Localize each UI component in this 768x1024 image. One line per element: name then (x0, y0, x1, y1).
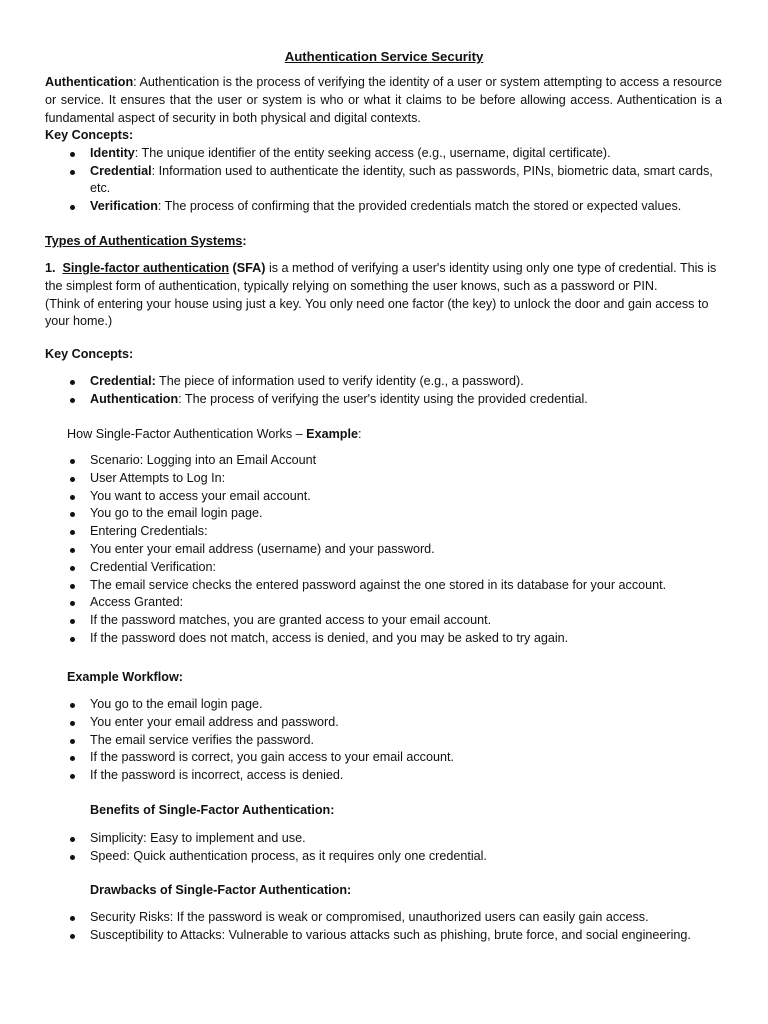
list-item: Susceptibility to Attacks: Vulnerable to various attacks such as phishing, brute force, and social engineering. (67, 927, 727, 945)
types-heading-text: Types of Authentication Systems (45, 234, 243, 248)
list-item: Credential Verification: (67, 559, 727, 577)
benefits-heading-text: Benefits of Single-Factor Authentication: (90, 803, 335, 817)
list-item (67, 163, 722, 199)
list-item: If the password is incorrect, access is denied. (67, 767, 727, 785)
concept-term: Credential: (90, 374, 156, 388)
concept-text: The piece of information used to verify identity (e.g., a password). (155, 374, 524, 388)
list-item: If the password does not match, access is denied, and you may be asked to try again. (67, 630, 727, 648)
key-concepts-heading: Key Concepts: (45, 128, 134, 142)
list-item: You enter your email address and password. (67, 714, 727, 732)
how-it-works-list (67, 452, 727, 648)
key-concepts-2-heading-text: Key Concepts: (45, 347, 134, 361)
key-concepts-2-list (67, 373, 727, 409)
list-item: Scenario: Logging into an Email Account (67, 452, 727, 470)
types-heading-colon: : (242, 234, 247, 248)
list-item: You go to the email login page. (67, 505, 727, 523)
drawbacks-heading (90, 882, 351, 900)
intro-term: Authentication (45, 75, 134, 89)
sfa-paragraph (45, 260, 722, 331)
benefits-heading (90, 802, 334, 820)
list-item: Security Risks: If the password is weak or compromised, unauthorized users can easily gain access. (67, 909, 727, 927)
intro-text: : Authentication is the process of verifying the identity of a user or system attempting to access a resource or service. It ensures that the user or system is who or what it claims to be before allowing access. Authentication is a fundamental aspect of security in both physical and digital contexts. (45, 75, 722, 125)
concept-term: Credential (90, 163, 152, 178)
list-item: Access Granted: (67, 594, 727, 612)
key-concepts-list (67, 145, 722, 216)
sfa-text: is a method of verifying a user's identity using only one type of credential. This is the simplest form of authentication, typically relying on something the user knows, such as a password or PIN. (45, 261, 717, 293)
list-item (67, 145, 722, 163)
concept-text: : The process of confirming that the provided credentials match the stored or expected values. (157, 199, 682, 214)
sfa-analogy: (Think of entering your house using just a key. You only need one factor (the key) to unlock the door and gain access to your home.) (45, 296, 709, 329)
how-works-prefix: How Single-Factor Authentication Works – (67, 427, 307, 441)
intro-paragraph (45, 74, 722, 127)
workflow-list (67, 696, 727, 785)
list-item: The email service verifies the password. (67, 732, 727, 750)
list-item: Speed: Quick authentication process, as it requires only one credential. (67, 848, 727, 866)
list-item: You want to access your email account. (67, 488, 727, 506)
how-it-works-heading (67, 426, 361, 444)
drawbacks-heading-text: Drawbacks of Single-Factor Authentication: (90, 883, 352, 897)
concept-text: : The process of verifying the user's identity using the provided credential. (178, 391, 588, 406)
list-item (67, 391, 727, 409)
list-item (67, 198, 722, 216)
key-concepts-heading-2 (45, 346, 133, 364)
list-item: You enter your email address (username) and your password. (67, 541, 727, 559)
list-item: You go to the email login page. (67, 696, 727, 714)
page-title: Authentication Service Security (284, 49, 484, 64)
concept-term: Authentication (90, 391, 179, 406)
key-concepts-section (45, 127, 722, 216)
list-item: The email service checks the entered password against the one stored in its database for your account. (67, 577, 727, 595)
list-item: Entering Credentials: (67, 523, 727, 541)
list-item: User Attempts to Log In: (67, 470, 727, 488)
types-heading (45, 233, 247, 251)
concept-term: Identity (90, 145, 135, 160)
sfa-number: 1. (45, 261, 56, 275)
drawbacks-list (67, 909, 727, 945)
workflow-heading (67, 669, 183, 687)
concept-term: Verification (90, 199, 158, 214)
workflow-heading-text: Example Workflow: (67, 670, 183, 684)
how-works-suffix: : (357, 427, 362, 441)
list-item: If the password is correct, you gain access to your email account. (67, 749, 727, 767)
benefits-list (67, 830, 727, 866)
how-works-bold: Example (306, 427, 358, 441)
list-item: If the password matches, you are granted access to your email account. (67, 612, 727, 630)
list-item (67, 373, 727, 391)
sfa-term: Single-factor authentication (62, 261, 230, 275)
list-item: Simplicity: Easy to implement and use. (67, 830, 727, 848)
concept-text: : The unique identifier of the entity seeking access (e.g., username, digital certificate). (134, 145, 611, 160)
sfa-abbr: (SFA) (232, 261, 266, 275)
concept-text: : Information used to authenticate the identity, such as passwords, PINs, biometric data, smart cards, etc. (90, 163, 713, 196)
